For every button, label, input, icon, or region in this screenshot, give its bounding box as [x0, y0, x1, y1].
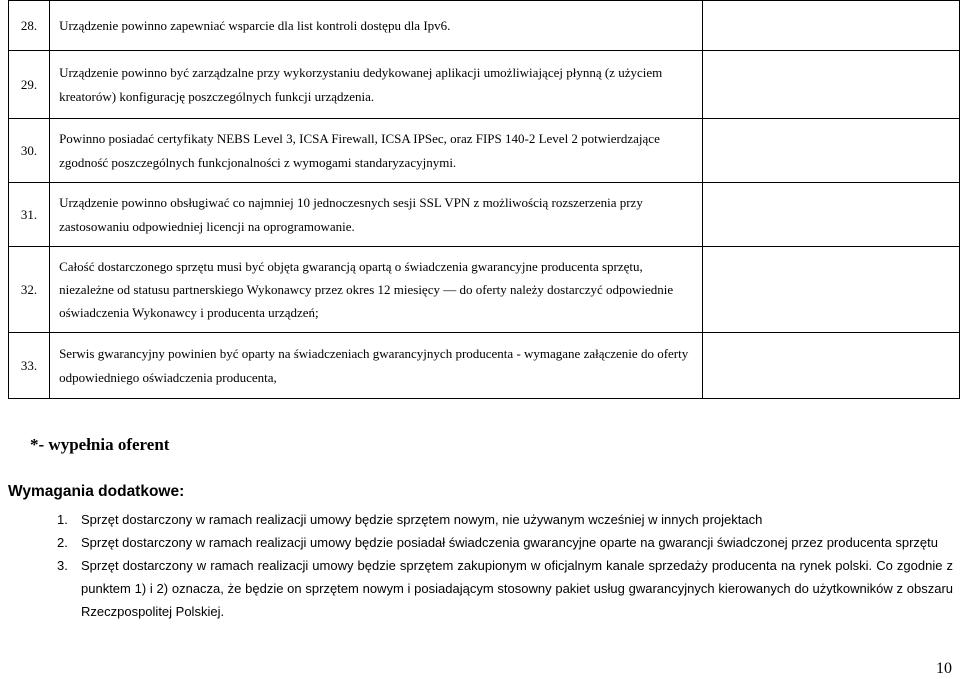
row-number: 29. [9, 51, 50, 119]
additional-requirements-list [57, 508, 953, 623]
list-item [57, 554, 953, 623]
requirement-text: Urządzenie powinno obsługiwać co najmniej 10 jednoczesnych sesji SSL VPN z możliwością rozszerzenia przy zastosowaniu odpowiedniej licencji na oprogramowanie. [50, 183, 703, 247]
offer-cell [703, 333, 960, 399]
table-row [9, 183, 960, 247]
row-number: 31. [9, 183, 50, 247]
list-item [57, 531, 953, 554]
list-item-number: 1. [57, 512, 68, 527]
list-item [57, 508, 953, 531]
list-item-number: 2. [57, 535, 68, 550]
page-number: 10 [936, 660, 952, 677]
section-heading: Wymagania dodatkowe: [8, 483, 185, 500]
table-row [9, 247, 960, 333]
offer-cell [703, 247, 960, 333]
requirement-text: Urządzenie powinno być zarządzalne przy wykorzystaniu dedykowanej aplikacji umożliwiającej płynną (z użyciem kreatorów) konfigurację poszczególnych funkcji urządzenia. [50, 51, 703, 119]
offer-cell [703, 183, 960, 247]
offer-cell [703, 1, 960, 51]
offerer-note: *- wypełnia oferent [30, 435, 170, 454]
table-row [9, 1, 960, 51]
row-number: 32. [9, 247, 50, 333]
list-item-text: Sprzęt dostarczony w ramach realizacji umowy będzie posiadał świadczenia gwarancyjne oparte na gwarancji świadczonej przez producenta sprzętu [81, 535, 938, 550]
list-item-text: Sprzęt dostarczony w ramach realizacji umowy będzie sprzętem nowym, nie używanym wcześniej w innych projektach [81, 512, 763, 527]
row-number: 28. [9, 1, 50, 51]
requirement-text: Urządzenie powinno zapewniać wsparcie dla list kontroli dostępu dla Ipv6. [50, 1, 703, 51]
row-number: 30. [9, 119, 50, 183]
requirements-table [8, 0, 960, 399]
requirement-text: Powinno posiadać certyfikaty NEBS Level 3, ICSA Firewall, ICSA IPSec, oraz FIPS 140-2 Level 2 potwierdzające zgodność poszczególnych funkcjonalności z wymogami standaryzacyjnymi. [50, 119, 703, 183]
table-row [9, 51, 960, 119]
list-item-text: Sprzęt dostarczony w ramach realizacji umowy będzie sprzętem zakupionym w oficjalnym kanale sprzedaży producenta na rynek polski. Co zgodnie z punktem 1) i 2) oznacza, że będzie on sprzętem nowym i posiadającym stosowny pakiet usług gwarancyjnych kierowanych do użytkowników z obszaru Rzeczpospolitej Polskiej. [81, 558, 953, 619]
requirement-text: Serwis gwarancyjny powinien być oparty na świadczeniach gwarancyjnych producenta - wymagane załączenie do oferty odpowiedniego oświadczenia producenta, [50, 333, 703, 399]
table-row [9, 333, 960, 399]
requirement-text: Całość dostarczonego sprzętu musi być objęta gwarancją opartą o świadczenia gwarancyjne producenta sprzętu, niezależne od statusu partnerskiego Wykonawcy przez okres 12 miesięcy — do oferty należy dostarczyć odpowiednie oświadczenia Wykonawcy i producenta urządzeń; [50, 247, 703, 333]
list-item-number: 3. [57, 558, 68, 573]
offer-cell [703, 119, 960, 183]
offer-cell [703, 51, 960, 119]
table-row [9, 119, 960, 183]
row-number: 33. [9, 333, 50, 399]
